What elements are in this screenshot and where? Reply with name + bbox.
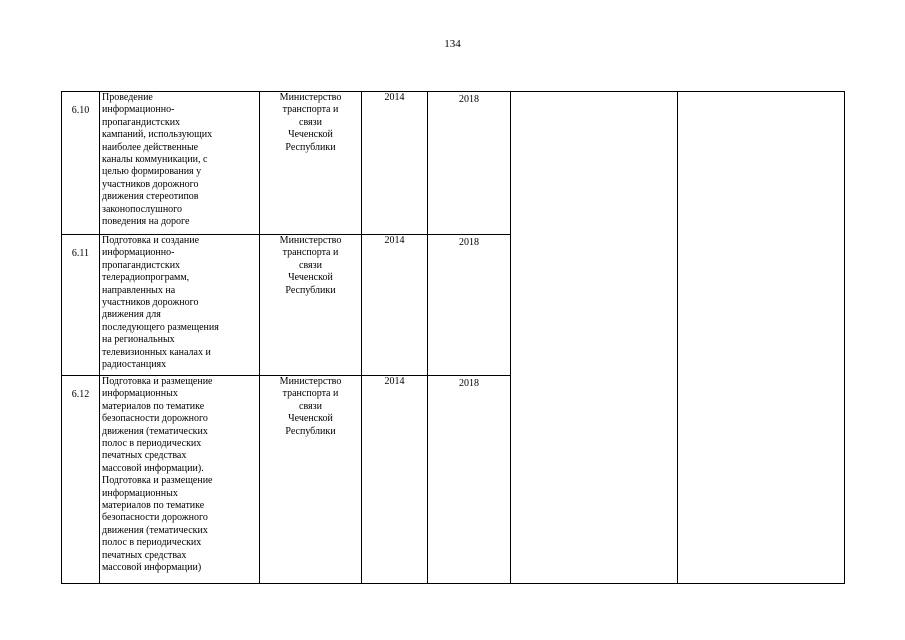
responsible-org-line: связи bbox=[299, 400, 322, 412]
responsible-org-line: Министерство bbox=[279, 92, 342, 103]
responsible-org-line: транспорта и bbox=[282, 247, 339, 259]
responsible-org-line: связи bbox=[299, 259, 322, 271]
activity-name-line: массовой информации). bbox=[102, 462, 204, 474]
activity-name-line: Подготовка и размещение bbox=[102, 376, 213, 387]
activity-name-line: радиостанциях bbox=[102, 359, 167, 371]
activity-name-line: целью формирования у bbox=[102, 166, 202, 178]
activity-name-line: на региональных bbox=[102, 334, 175, 346]
activity-name-line: наиболее действенные bbox=[102, 141, 199, 153]
activity-name-line: кампаний, использующих bbox=[102, 129, 213, 141]
activity-name-line: информационно- bbox=[102, 247, 175, 259]
activity-name-line: пропагандистских bbox=[102, 116, 181, 128]
activity-name-line: печатных средствах bbox=[102, 549, 187, 561]
responsible-org-cell bbox=[260, 92, 362, 235]
activity-name-line: Подготовка и создание bbox=[102, 235, 200, 246]
responsible-org-line: Республики bbox=[285, 425, 336, 437]
activity-name-line: информационных bbox=[102, 487, 178, 499]
row-number-cell: 6.12 bbox=[62, 376, 100, 584]
activity-name-line: информационных bbox=[102, 388, 178, 400]
table-body bbox=[62, 92, 845, 584]
activity-name-line: движения для bbox=[102, 309, 161, 321]
responsible-org-line: транспорта и bbox=[282, 104, 339, 116]
page-number: 134 bbox=[444, 38, 461, 50]
end-year-cell: 2018 bbox=[428, 376, 511, 584]
end-year-cell: 2018 bbox=[428, 92, 511, 235]
activity-name-line: движения стереотипов bbox=[102, 191, 199, 203]
responsible-org-line: Чеченской bbox=[288, 129, 333, 141]
activity-name-line: телевизионных каналах и bbox=[102, 346, 211, 358]
activity-name-cell bbox=[100, 235, 260, 376]
activity-name-cell bbox=[100, 376, 260, 584]
start-year-cell: 2014 bbox=[362, 376, 428, 584]
activity-name-line: движения (тематических bbox=[102, 425, 208, 437]
activity-name-line: информационно- bbox=[102, 104, 175, 116]
start-year-cell: 2014 bbox=[362, 235, 428, 376]
activity-name-line: материалов по тематике bbox=[102, 400, 205, 412]
end-year-cell: 2018 bbox=[428, 235, 511, 376]
activity-name-line: печатных средствах bbox=[102, 450, 187, 462]
empty-cell bbox=[678, 92, 845, 584]
responsible-org-line: связи bbox=[299, 116, 322, 128]
activity-name-line: движения (тематических bbox=[102, 524, 208, 536]
responsible-org-line: транспорта и bbox=[282, 388, 339, 400]
responsible-org-line: Министерство bbox=[279, 376, 342, 387]
responsible-org-cell bbox=[260, 235, 362, 376]
activity-name-line: участников дорожного bbox=[102, 178, 199, 190]
empty-cell bbox=[511, 92, 678, 584]
activity-name-line: пропагандистских bbox=[102, 259, 181, 271]
table-row bbox=[62, 92, 845, 235]
activity-name-line: Подготовка и размещение bbox=[102, 475, 213, 487]
activity-name-line: Проведение bbox=[102, 92, 153, 103]
activity-name-line: массовой информации) bbox=[102, 562, 202, 574]
responsible-org-cell bbox=[260, 376, 362, 584]
row-number-cell: 6.11 bbox=[62, 235, 100, 376]
activity-name-line: безопасности дорожного bbox=[102, 512, 208, 524]
responsible-org-line: Республики bbox=[285, 284, 336, 296]
row-number-cell: 6.10 bbox=[62, 92, 100, 235]
activity-name-line: безопасности дорожного bbox=[102, 413, 208, 425]
responsible-org-line: Республики bbox=[285, 141, 336, 153]
responsible-org-line: Чеченской bbox=[288, 272, 333, 284]
start-year-cell: 2014 bbox=[362, 92, 428, 235]
activity-name-line: полос в периодических bbox=[102, 537, 202, 549]
activity-name-line: полос в периодических bbox=[102, 438, 202, 450]
activity-name-line: каналы коммуникации, с bbox=[102, 154, 208, 166]
activity-name-line: поведения на дороге bbox=[102, 216, 190, 228]
activity-name-line: законопослушного bbox=[102, 203, 183, 215]
responsible-org-line: Министерство bbox=[279, 235, 342, 246]
program-table bbox=[61, 91, 845, 584]
activity-name-cell bbox=[100, 92, 260, 235]
activity-name-line: материалов по тематике bbox=[102, 500, 205, 512]
responsible-org-line: Чеченской bbox=[288, 413, 333, 425]
activity-name-line: участников дорожного bbox=[102, 297, 199, 309]
activity-name-line: последующего размещения bbox=[102, 321, 219, 333]
activity-name-line: телерадиопрограмм, bbox=[102, 272, 190, 284]
activity-name-line: направленных на bbox=[102, 284, 176, 296]
